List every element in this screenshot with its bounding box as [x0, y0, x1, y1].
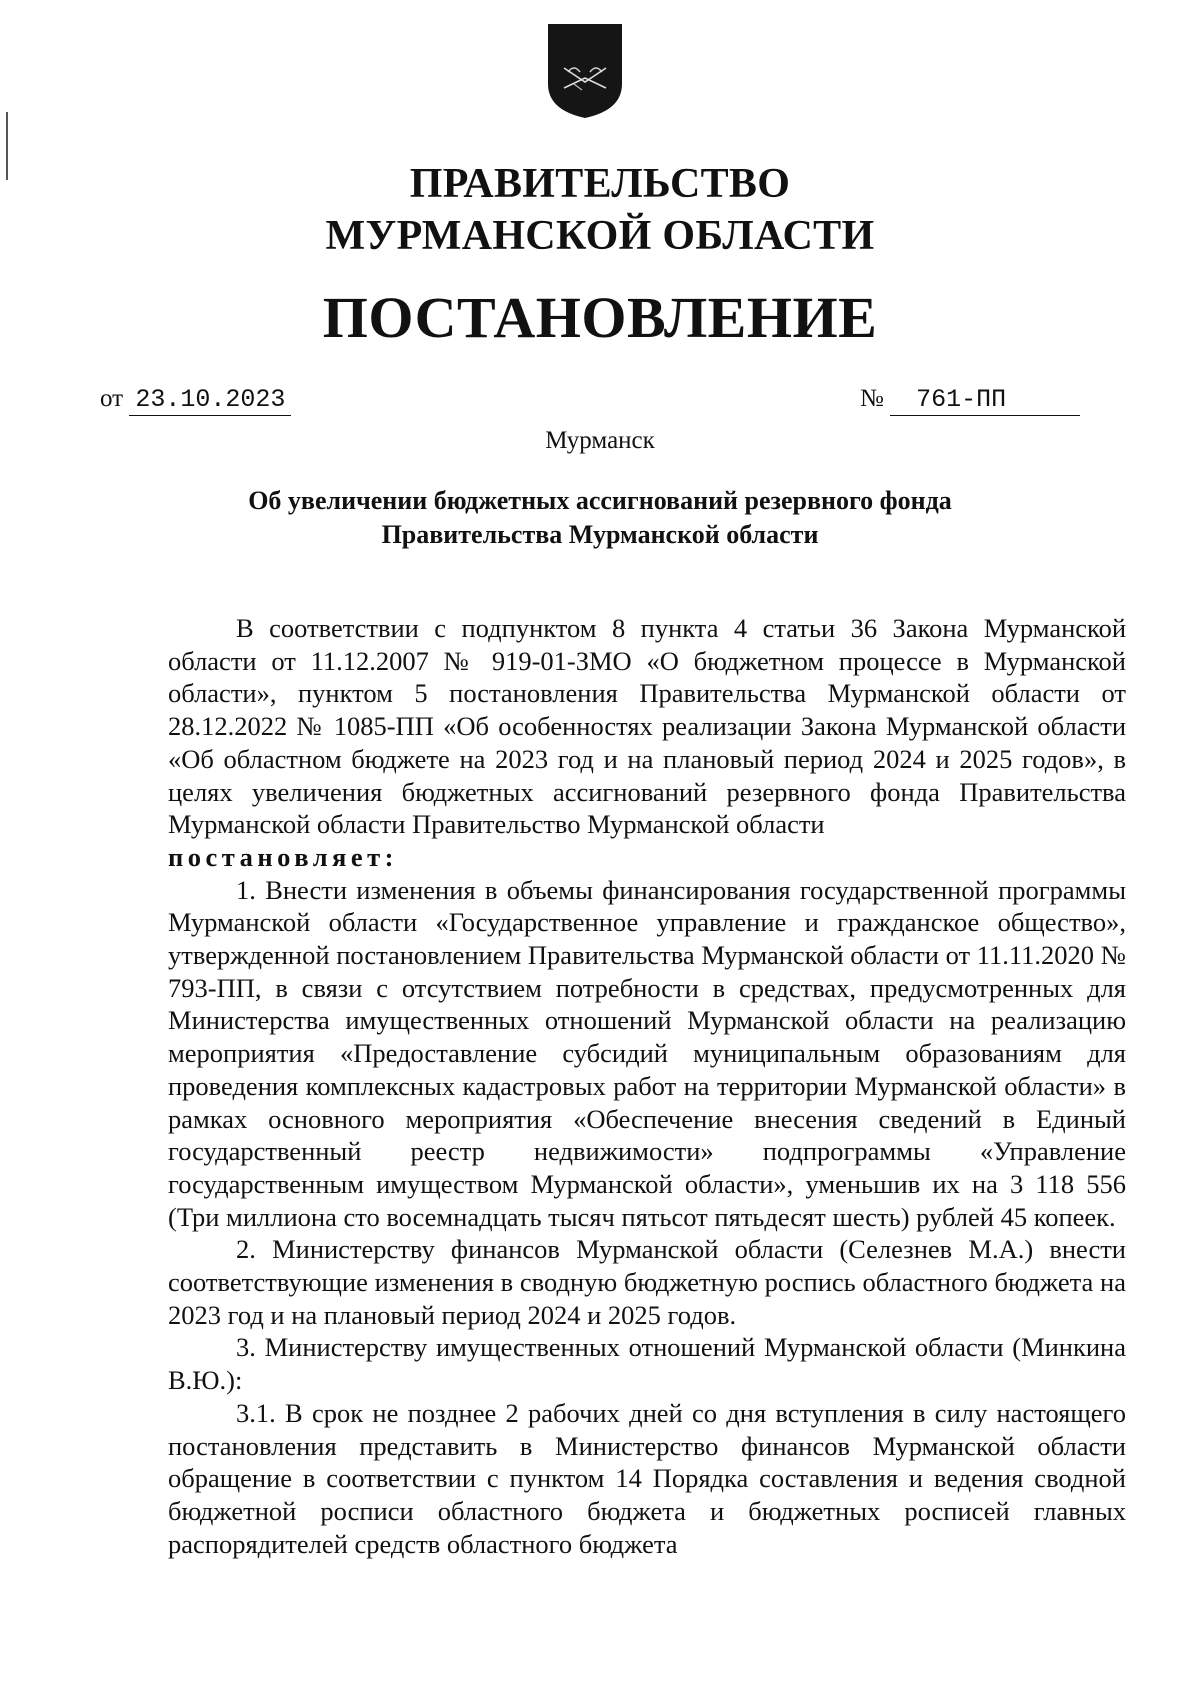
government-name-line2: МУРМАНСКОЙ ОБЛАСТИ — [325, 213, 875, 259]
date-prefix: от — [100, 385, 124, 412]
government-name — [0, 158, 1200, 262]
document-number: 761-ПП — [890, 385, 1080, 416]
date-block — [100, 382, 291, 416]
government-name-line1: ПРАВИТЕЛЬСТВО — [409, 161, 791, 207]
number-prefix: № — [860, 385, 884, 412]
item-1: 1. Внести изменения в объемы финансирования государственной программы Мурманской области «Государственное управление и гражданское общество», утвержденной постановлением Правительства Мурманской области от 11.11.2020 № 793-ПП, в связи с отсутствием потребности в средствах, предусмотренных для Министерства имущественных отношений Мурманской области на реализацию мероприятия «Предоставление субсидий муниципальным образованиям для проведения комплексных кадастровых работ на территории Мурманской области» в рамках основного мероприятия «Обеспечение внесения сведений в Единый государственный реестр недвижимости» подпрограммы «Управление государственным имуществом Мурманской области», уменьшив их на 3 118 556 (Три миллиона сто восемнадцать тысяч пятьсот пятьдесят шесть) рублей 45 копеек. — [168, 874, 1126, 1232]
decree-word-paragraph — [168, 841, 1126, 874]
preamble-paragraph — [168, 612, 1126, 841]
coat-of-arms-emblem — [546, 22, 624, 120]
document-body — [168, 612, 1126, 1560]
preamble-text: В соответствии с подпунктом 8 пункта 4 статьи 36 Закона Мурманской области от 11.12.2007 № 919-01-ЗМО «О бюджетном процессе в Мурманской области», пунктом 5 постановления Правительства Мурманской области от 28.12.2022 № 1085-ПП «Об особенностях реализации Закона Мурманской области «Об областном бюджете на 2023 год и на плановый период 2024 и 2025 годов», в целях увеличения бюджетных ассигнований резервного фонда Правительства Мурманской области Правительство Мурманской области — [168, 613, 1126, 840]
document-date: 23.10.2023 — [129, 385, 291, 416]
item-2: 2. Министерству финансов Мурманской области (Селезнев М.А.) внести соответствующие изменения в сводную бюджетную роспись областного бюджета на 2023 год и на плановый период 2024 и 2025 годов. — [168, 1234, 1126, 1330]
decree-word: постановляет: — [168, 841, 398, 872]
city: Мурманск — [545, 427, 655, 454]
item-3-1: 3.1. В срок не позднее 2 рабочих дней со дня вступления в силу настоящего постановления представить в Министерство финансов Мурманской области обращение в соответствии с пунктом 14 Порядка составления и ведения сводной бюджетной росписи областного бюджета и бюджетных росписей главных распорядителей средств областного бюджета — [168, 1397, 1126, 1559]
number-block — [860, 382, 1080, 416]
document-title-line1: Об увеличении бюджетных ассигнований резервного фонда — [248, 486, 952, 515]
document-type: ПОСТАНОВЛЕНИЕ — [322, 285, 878, 350]
document-title — [0, 484, 1200, 552]
item-3: 3. Министерству имущественных отношений Мурманской области (Минкина В.Ю.): — [168, 1332, 1126, 1396]
document-title-line2: Правительства Мурманской области — [381, 520, 819, 549]
